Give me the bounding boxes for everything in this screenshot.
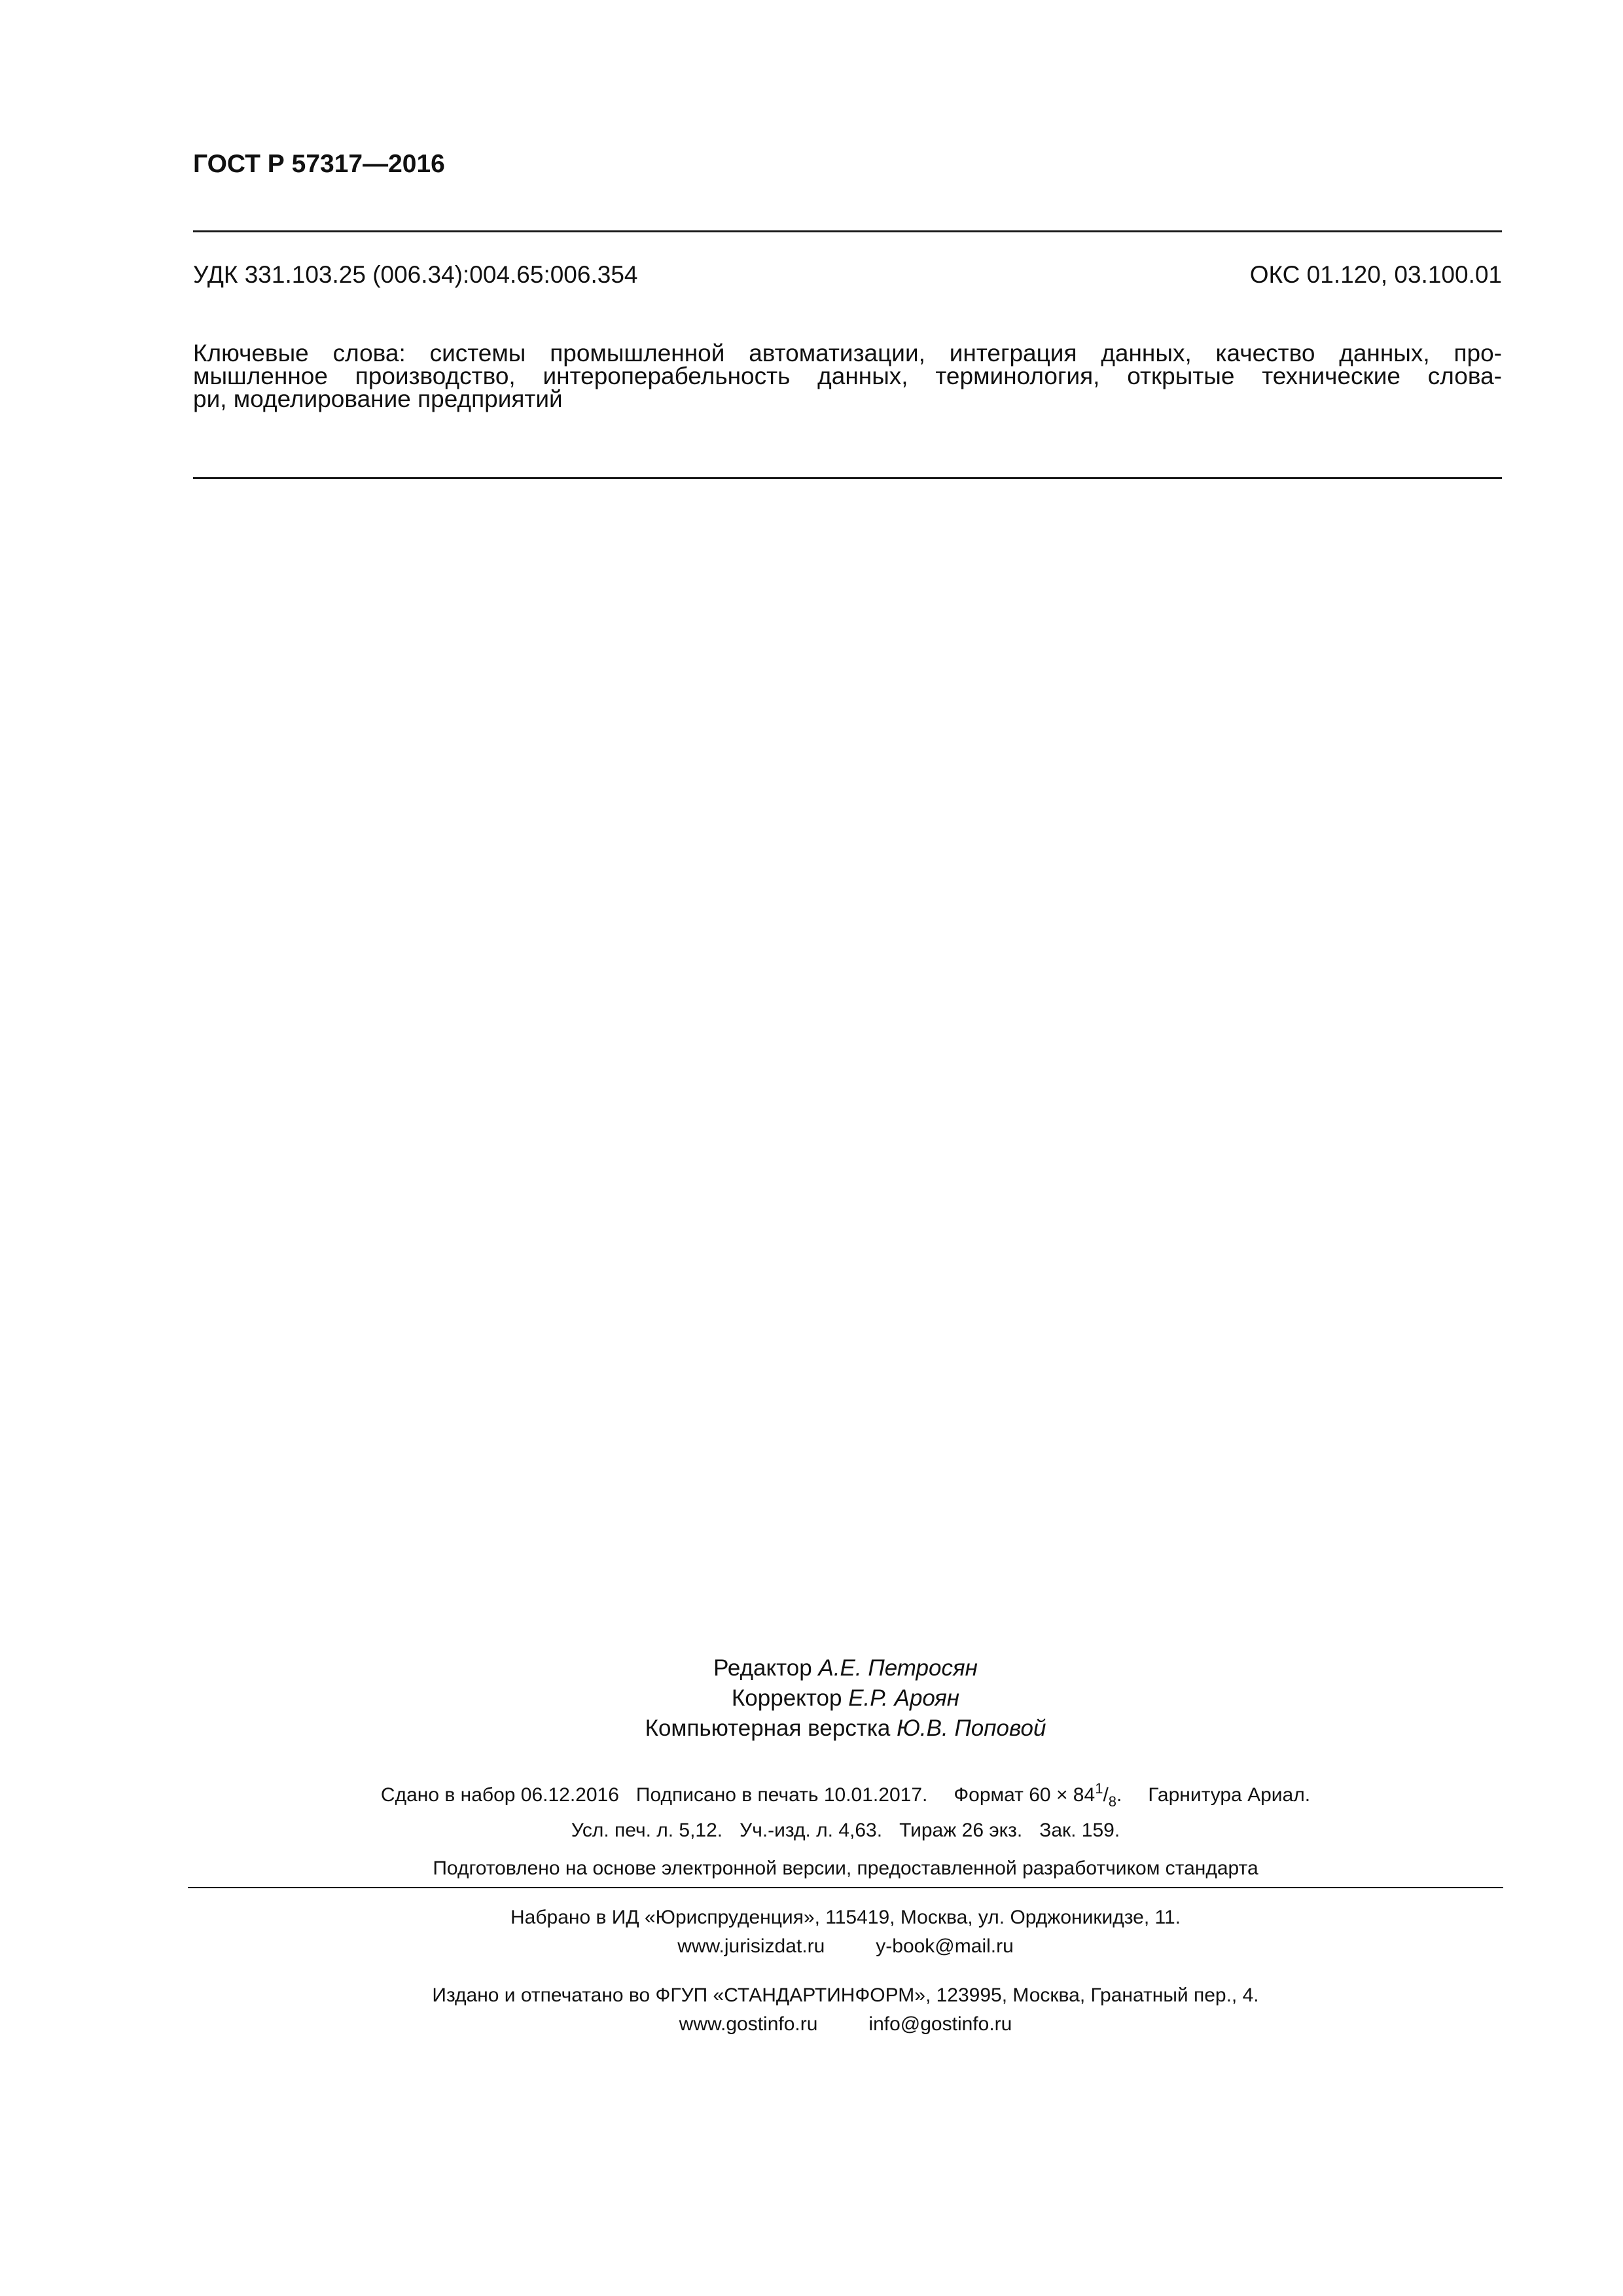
typeset-contacts	[188, 1932, 1503, 1961]
typeset-email-link[interactable]: y-book@mail.ru	[876, 1935, 1014, 1957]
publishing-sheets: Уч.-изд. л. 4,63.	[740, 1820, 883, 1841]
corrector-name: Е.Р. Ароян	[848, 1685, 960, 1711]
published-email-link[interactable]: info@gostinfo.ru	[868, 2013, 1012, 2035]
imprint-divider	[188, 1887, 1503, 1888]
typeface: Гарнитура Ариал.	[1148, 1784, 1311, 1806]
signed-date: Подписано в печать 10.01.2017.	[635, 1784, 928, 1806]
udc-code: УДК 331.103.25 (006.34):004.65:006.354	[193, 261, 638, 288]
standard-title: ГОСТ Р 57317—2016	[193, 150, 445, 178]
corrector-line	[188, 1683, 1503, 1713]
order-number: Зак. 159.	[1039, 1820, 1120, 1841]
oks-code: ОКС 01.120, 03.100.01	[1249, 261, 1502, 288]
format-suffix: .	[1116, 1784, 1122, 1806]
editor-line	[188, 1653, 1503, 1683]
keywords-line: мышленное производство, интероперабельность данных, терминология, открытые технические слова-	[193, 363, 1502, 389]
layout-line	[188, 1713, 1503, 1744]
layout-name: Ю.В. Поповой	[897, 1715, 1046, 1741]
print-info-line-1	[188, 1774, 1503, 1816]
format-slash: /	[1103, 1784, 1109, 1806]
published-text: Издано и отпечатано во ФГУП «СТАНДАРТИНФОРМ», 123995, Москва, Гранатный пер., 4.	[432, 1984, 1259, 2006]
typeset-website-link[interactable]: www.jurisizdat.ru	[677, 1935, 825, 1957]
typeset-block	[188, 1903, 1503, 1961]
published-contacts	[188, 2010, 1503, 2039]
conventional-sheets: Усл. печ. л. 5,12.	[571, 1820, 723, 1841]
layout-label: Компьютерная верстка	[645, 1715, 891, 1741]
print-info-line-2	[188, 1816, 1503, 1845]
published-block	[188, 1981, 1503, 2039]
corrector-label: Корректор	[731, 1685, 842, 1711]
keywords-line: Ключевые слова: системы промышленной автоматизации, интеграция данных, качество данных, про-	[193, 340, 1502, 367]
format-prefix: Формат 60 × 84	[954, 1784, 1096, 1806]
editor-label: Редактор	[713, 1655, 812, 1681]
typeset-text: Набрано в ИД «Юриспруденция», 115419, Москва, ул. Орджоникидзе, 11.	[510, 1907, 1181, 1928]
keywords-line: ри, моделирование предприятий	[193, 386, 563, 412]
format-numerator: 1	[1095, 1780, 1103, 1797]
top-divider	[193, 230, 1502, 232]
keywords-paragraph	[193, 342, 1502, 410]
prepared-note: Подготовлено на основе электронной версии, предоставленной разработчиком стандарта	[433, 1857, 1258, 1879]
published-website-link[interactable]: www.gostinfo.ru	[679, 2013, 818, 2035]
credits-block	[188, 1653, 1503, 1744]
circulation: Тираж 26 экз.	[899, 1820, 1023, 1841]
print-info-block	[188, 1774, 1503, 1845]
print-format	[954, 1780, 1122, 1810]
editor-name: А.Е. Петросян	[818, 1655, 978, 1681]
keywords-divider	[193, 477, 1502, 479]
format-denominator: 8	[1108, 1793, 1117, 1810]
submitted-date: Сдано в набор 06.12.2016	[380, 1784, 619, 1806]
